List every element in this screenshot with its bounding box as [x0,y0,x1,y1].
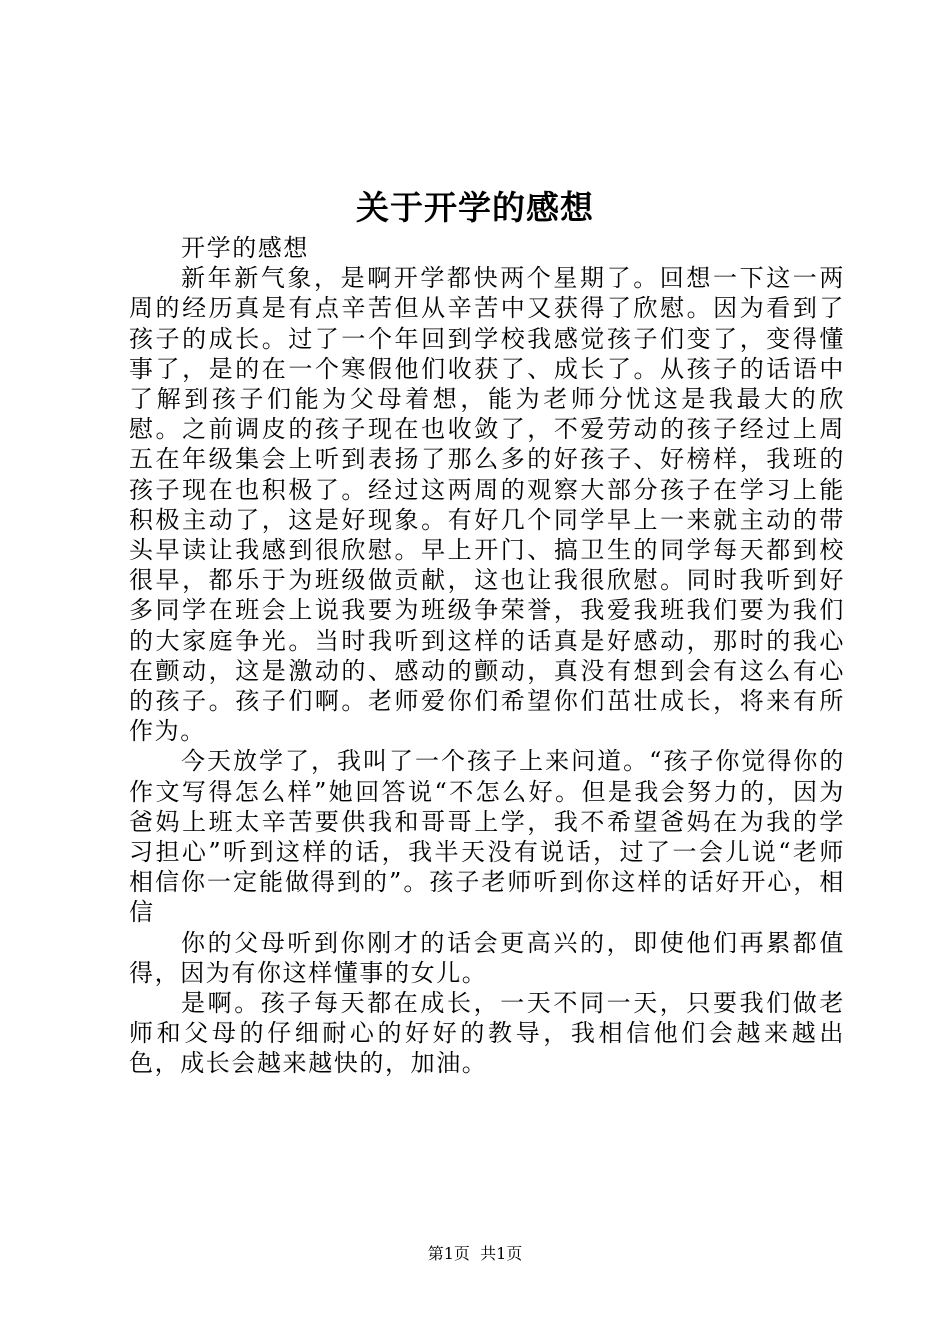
document-body [129,233,845,1079]
page-number-label: 第1页 [427,1244,470,1263]
paragraph-3: 你的父母听到你刚才的话会更高兴的，即使他们再累都值得，因为有你这样懂事的女儿。 [129,928,845,987]
paragraph-2: 今天放学了，我叫了一个孩子上来问道。“孩子你觉得你的作文写得怎么样”她回答说“不怎么好。但是我会努力的，因为爸妈上班太辛苦要供我和哥哥上学，我不希望爸妈在为我的学习担心”听到这样的话，我半天没有说话，过了一会儿说“老师相信你一定能做得到的”。孩子老师听到你这样的话好开心，相信 [129,747,845,927]
page-total-label: 共1页 [480,1244,523,1263]
footer-spacer [470,1244,480,1263]
paragraph-1: 新年新气象，是啊开学都快两个星期了。回想一下这一两周的经历真是有点辛苦但从辛苦中又获得了欣慰。因为看到了孩子的成长。过了一个年回到学校我感觉孩子们变了，变得懂事了，是的在一个寒假他们收获了、成长了。从孩子的话语中了解到孩子们能为父母着想，能为老师分忧这是我最大的欣慰。之前调皮的孩子现在也收敛了，不爱劳动的孩子经过上周五在年级集会上听到表扬了那么多的好孩子、好榜样，我班的孩子现在也积极了。经过这两周的观察大部分孩子在学习上能积极主动了，这是好现象。有好几个同学早上一来就主动的带头早读让我感到很欣慰。早上开门、搞卫生的同学每天都到校很早，都乐于为班级做贡献，这也让我很欣慰。同时我听到好多同学在班会上说我要为班级争荣誉，我爱我班我们要为我们的大家庭争光。当时我听到这样的话真是好感动，那时的我心在颤动，这是激动的、感动的颤动，真没有想到会有这么有心的孩子。孩子们啊。老师爱你们希望你们茁壮成长，将来有所作为。 [129,264,845,746]
paragraph-subtitle: 开学的感想 [181,234,309,262]
page-footer [0,1243,950,1265]
paragraph-4: 是啊。孩子每天都在成长，一天不同一天，只要我们做老师和父母的仔细耐心的好好的教导，我相信他们会越来越出色，成长会越来越快的，加油。 [129,989,845,1078]
document-title: 关于开学的感想 [356,188,594,227]
